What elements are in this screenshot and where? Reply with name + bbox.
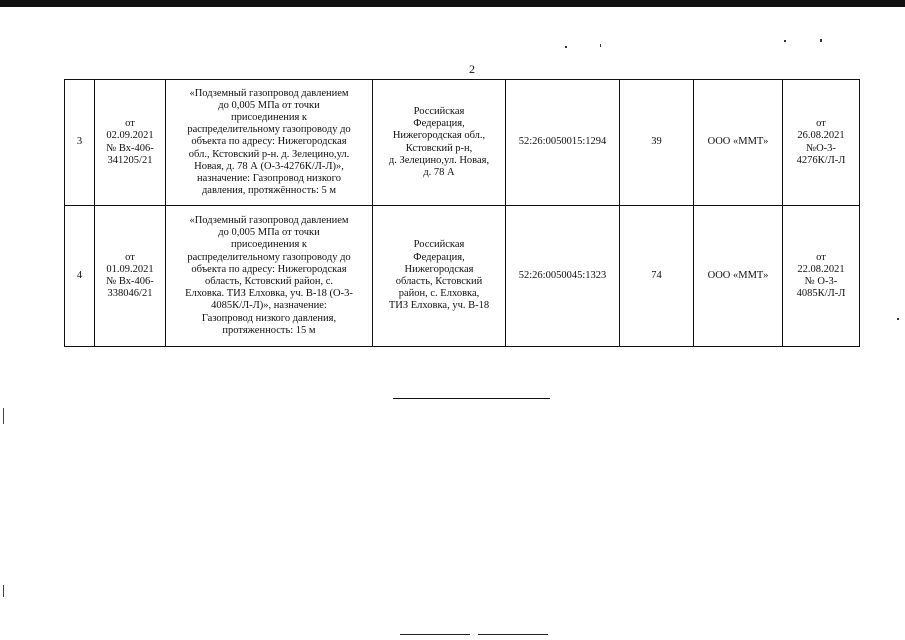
scan-speck	[820, 39, 822, 42]
table-row	[65, 206, 860, 347]
area-value: 39	[620, 80, 694, 206]
scan-top-border	[0, 0, 905, 7]
object-description: «Подземный газопровод давлением до 0,005 МПа от точки присоединения к распределительному газопроводу до объекта по адресу: Нижегородская область, Кстовский район, с. Елховка. ТИЗ Елховка, уч. В-18 (О-3- 4085К/Л-Л)», назначение: Газопровод низкого давления, протяженность: 15 м	[166, 206, 373, 347]
owner-name: ООО «ММТ»	[694, 206, 783, 347]
row-number: 4	[65, 206, 95, 347]
decision-ref: от 26.08.2021 №О-3- 4276К/Л-Л	[783, 80, 860, 206]
object-description: «Подземный газопровод давлением до 0,005 МПа от точки присоединения к распределительному газопроводу до объекта по адресу: Нижегородская обл., Кстовский р-н. д. Зелецино,ул. Новая, д. 78 А (О-3-4276К/Л-Л)», назначение: Газопровод низкого давления, протяжённость: 5 м	[166, 80, 373, 206]
scan-speck	[565, 46, 567, 48]
table-row	[65, 80, 860, 206]
row-number: 3	[65, 80, 95, 206]
cadastral-number: 52:26:0050045:1323	[506, 206, 620, 347]
scan-speck	[897, 318, 899, 320]
scan-speck	[784, 40, 786, 42]
margin-mark	[3, 408, 4, 424]
page-number: 2	[469, 62, 475, 76]
decision-ref: от 22.08.2021 № О-3- 4085К/Л-Л	[783, 206, 860, 347]
scan-bottom-mark	[400, 634, 470, 635]
object-address: Российская Федерация, Нижегородская обл., Кстовский р-н, д. Зелецино,ул. Новая, д. 78 А	[373, 80, 506, 206]
signature-line	[393, 398, 550, 399]
scan-speck	[600, 44, 601, 47]
cadastral-number: 52:26:0050015:1294	[506, 80, 620, 206]
incoming-request: от 01.09.2021 № Вх-406- 338046/21	[95, 206, 166, 347]
area-value: 74	[620, 206, 694, 347]
owner-name: ООО «ММТ»	[694, 80, 783, 206]
records-table	[64, 79, 860, 347]
incoming-request: от 02.09.2021 № Вх-406- 341205/21	[95, 80, 166, 206]
object-address: Российская Федерация, Нижегородская область, Кстовский район, с. Елховка, ТИЗ Елховка, уч. В-18	[373, 206, 506, 347]
margin-mark	[3, 585, 4, 597]
scan-bottom-mark	[478, 634, 548, 635]
